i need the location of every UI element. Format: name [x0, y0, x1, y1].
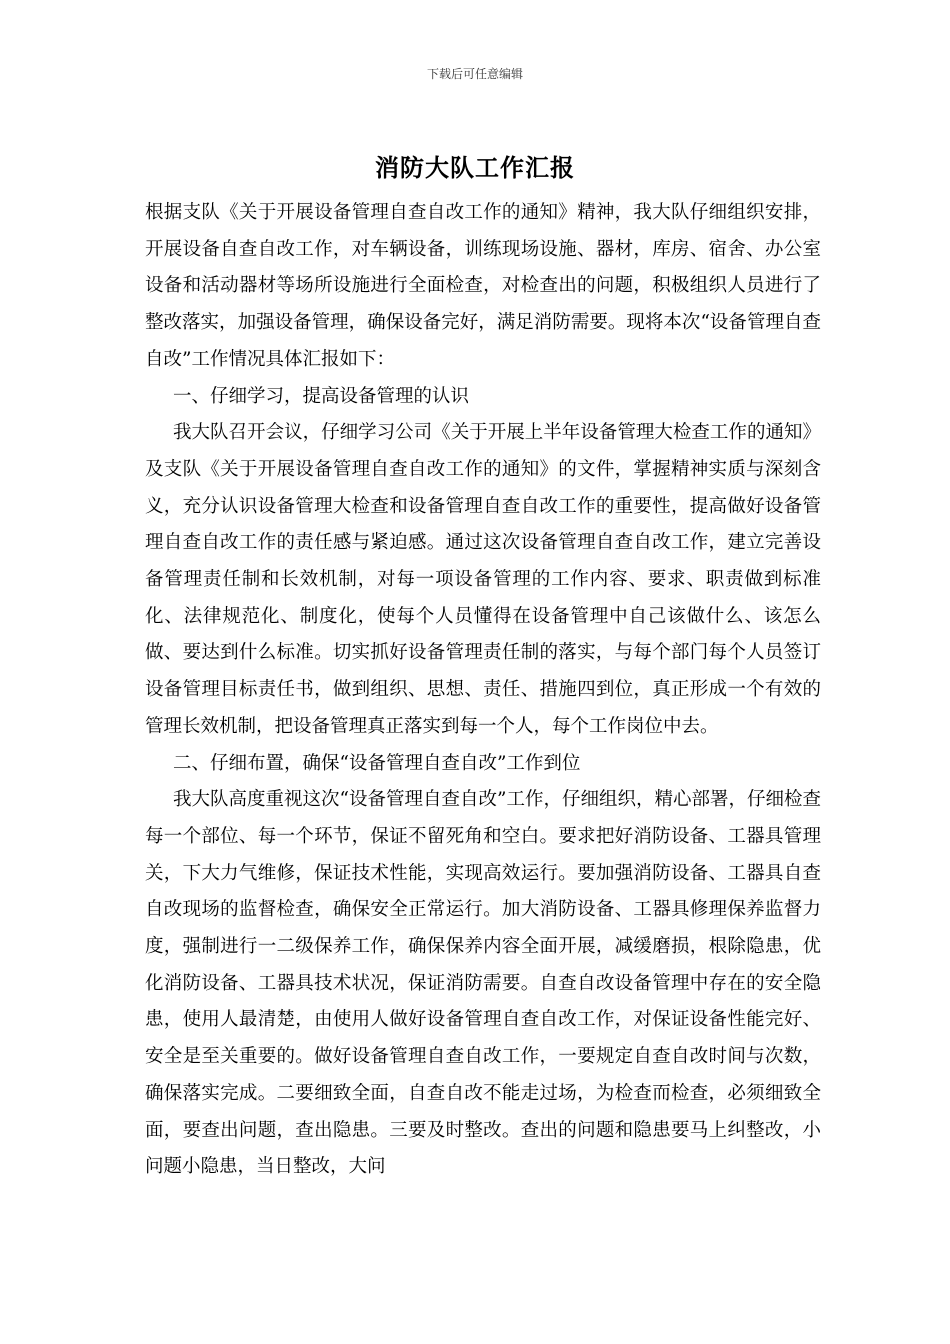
- paragraph-section-1: 我大队召开会议，仔细学习公司《关于开展上半年设备管理大检查工作的通知》及支队《关于开展设备管理自查自改工作的通知》的文件，掌握精神实质与深刻含义，充分认识设备管理大检查和设备管理自查自改工作的重要性，提高做好设备管理自查自改工作的责任感与紧迫感。通过这次设备管理自查自改工作，建立完善设备管理责任制和长效机制，对每一项设备管理的工作内容、要求、职责做到标准化、法律规范化、制度化，使每个人员懂得在设备管理中自己该做什么、该怎么做、要达到什么标准。切实抓好设备管理责任制的落实，与每个部门每个人员签订设备管理目标责任书，做到组织、思想、责任、措施四到位，真正形成一个有效的管理长效机制，把设备管理真正落实到每一个人，每个工作岗位中去。: [145, 422, 821, 737]
- section-heading-2: 二、仔细布置，确保“设备管理自查自改”工作到位: [173, 752, 581, 774]
- section-heading-1: 一、仔细学习，提高设备管理的认识: [173, 385, 470, 407]
- paragraph-section-2: 我大队高度重视这次“设备管理自查自改”工作，仔细组织，精心部署，仔细检查每一个部位、每一个环节，保证不留死角和空白。要求把好消防设备、工器具管理关，下大力气维修，保证技术性能，实现高效运行。要加强消防设备、工器具自查自改现场的监督检查，确保安全正常运行。加大消防设备、工器具修理保养监督力度，强制进行一二级保养工作，确保保养内容全面开展，减缓磨损，根除隐患，优化消防设备、工器具技术状况，保证消防需要。自查自改设备管理中存在的安全隐患，使用人最清楚，由使用人做好设备管理自查自改工作，对保证设备性能完好、安全是至关重要的。做好设备管理自查自改工作，一要规定自查自改时间与次数，确保落实完成。二要细致全面，自查自改不能走过场，为检查而检查，必须细致全面，要查出问题，查出隐患。三要及时整改。查出的问题和隐患要马上纠整改，小问题小隐患，当日整改，大问: [145, 789, 821, 1178]
- paragraph-intro: 根据支队《关于开展设备管理自查自改工作的通知》精神，我大队仔细组织安排，开展设备自查自改工作，对车辆设备，训练现场设施、器材，库房、宿舍、办公室设备和活动器材等场所设施进行全面检查，对检查出的问题，积极组织人员进行了整改落实，加强设备管理，确保设备完好，满足消防需要。现将本次“设备管理自查自改”工作情况具体汇报如下：: [145, 202, 821, 370]
- document-body: [145, 195, 821, 1186]
- header-note: 下载后可任意编辑: [426, 67, 523, 81]
- document-title: 消防大队工作汇报: [375, 153, 575, 182]
